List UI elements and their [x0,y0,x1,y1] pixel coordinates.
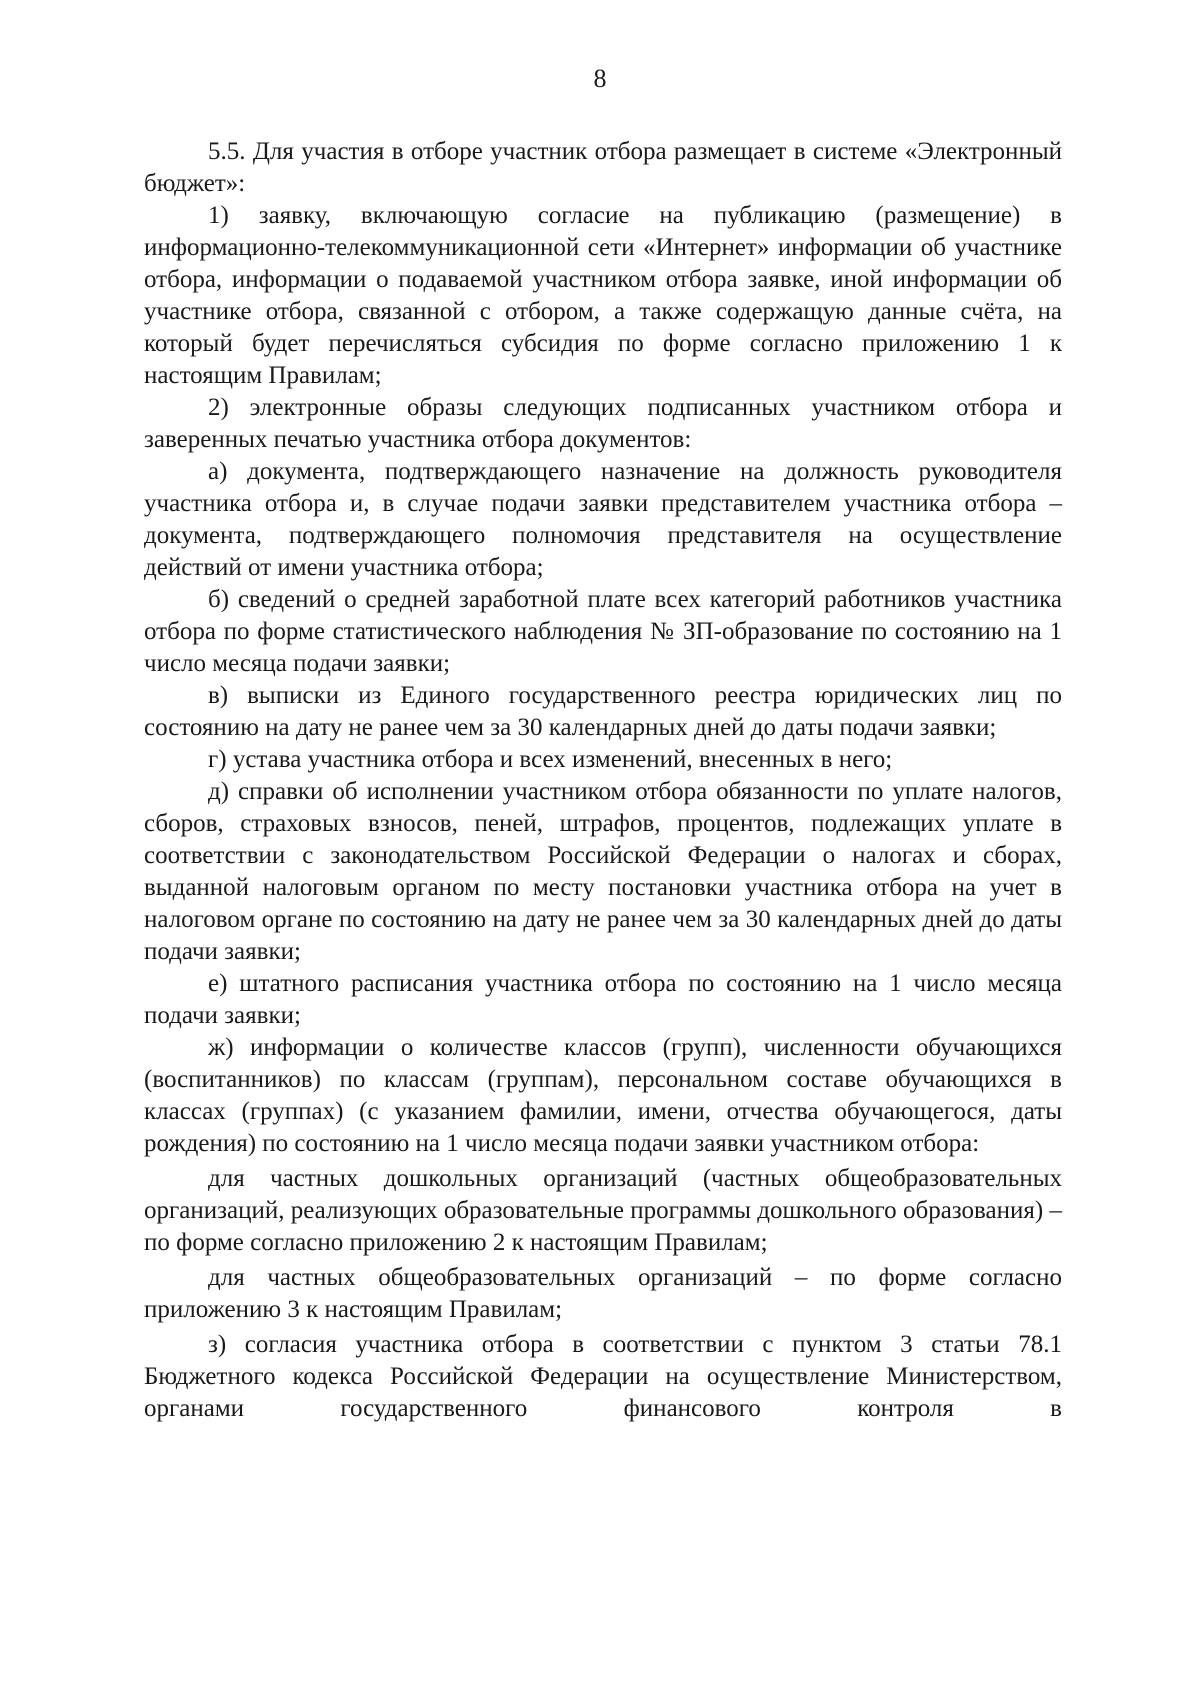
paragraph-item-z: з) согласия участника отбора в соответствии с пунктом 3 статьи 78.1 Бюджетного кодекса Российской Федерации на осуществление Министерством, органами государственного финансового контроля в [144,1331,1062,1422]
paragraph-item-b: б) сведений о средней заработной плате всех категорий работников участника отбора по форме статистического наблюдения № ЗП-образование по состоянию на 1 число месяца подачи заявки; [144,586,1062,677]
paragraph-item-1: 1) заявку, включающую согласие на публикацию (размещение) в информационно-телекоммуникационной сети «Интернет» информации об участнике отбора, информации о подаваемой участником отбора заявке, иной информации об участнике отбора, связанной с отбором, а также содержащую данные счёта, на который будет перечисляться субсидия по форме согласно приложению 1 к настоящим Правилам; [144,202,1062,389]
paragraph-item-v: в) выписки из Единого государственного реестра юридических лиц по состоянию на дату не ранее чем за 30 календарных дней до даты подачи заявки; [144,682,1062,741]
paragraph-item-d: д) справки об исполнении участником отбора обязанности по уплате налогов, сборов, страховых взносов, пеней, штрафов, процентов, подлежащих уплате в соответствии с законодательством Российской Федерации о налогах и сборах, выданной налоговым органом по месту постановки участника отбора на учет в налоговом органе по состоянию на дату не ранее чем за 30 календарных дней до даты подачи заявки; [144,778,1062,965]
paragraph-preschool-form: для частных дошкольных организаций (частных общеобразовательных организаций, реализующих образовательные программы дошкольного образования) – по форме согласно приложению 2 к настоящим Правилам; [144,1165,1062,1256]
paragraph-item-2: 2) электронные образы следующих подписанных участником отбора и заверенных печатью участника отбора документов: [144,394,1062,453]
paragraph-item-g: г) устава участника отбора и всех изменений, внесенных в него; [208,746,893,773]
page-number: 8 [593,64,607,93]
paragraph-item-a: а) документа, подтверждающего назначение на должность руководителя участника отбора и, в случае подачи заявки представителем участника отбора – документа, подтверждающего полномочия представителя на осуществление действий от имени участника отбора; [144,458,1062,581]
document-body [144,136,1062,1425]
paragraph-item-e: е) штатного расписания участника отбора по состоянию на 1 число месяца подачи заявки; [144,970,1062,1029]
paragraph-item-zh: ж) информации о количестве классов (групп), численности обучающихся (воспитанников) по классам (группам), персональном составе обучающихся в классах (группах) (с указанием фамилии, имени, отчества обучающегося, даты рождения) по состоянию на 1 число месяца подачи заявки участником отбора: [144,1034,1062,1157]
paragraph-5-5: 5.5. Для участия в отборе участник отбора размещает в системе «Электронный бюджет»: [144,138,1062,197]
paragraph-general-form: для частных общеобразовательных организаций – по форме согласно приложению 3 к настоящим Правилам; [144,1264,1062,1323]
